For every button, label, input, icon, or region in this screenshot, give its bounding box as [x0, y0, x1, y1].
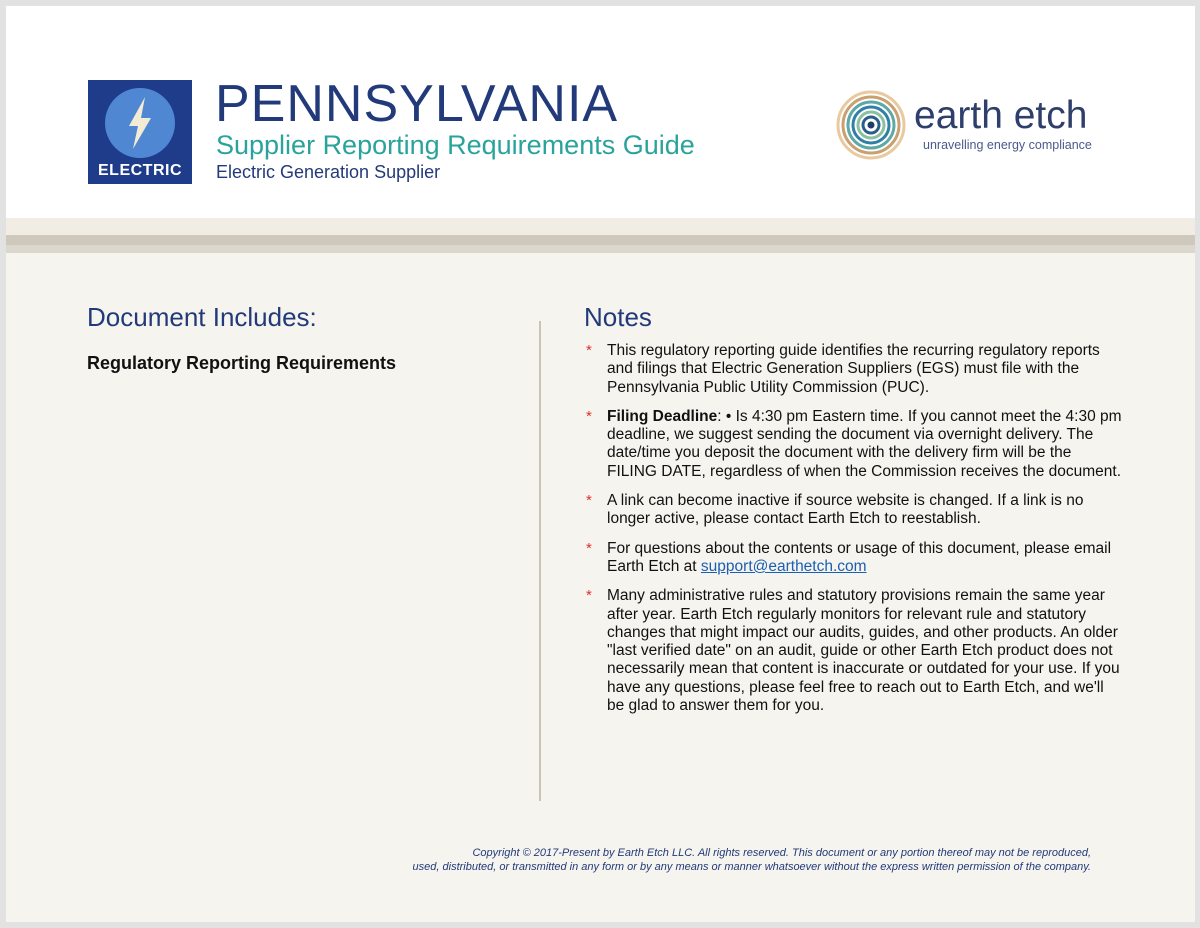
page-header [6, 6, 1195, 218]
badge-label: ELECTRIC [98, 162, 182, 179]
notes-list [584, 342, 1124, 726]
note-text: A link can become inactive if source website is changed. If a link is no longer active, please contact Earth Etch to reestablish. [607, 492, 1084, 528]
asterisk-bullet-icon: * [586, 492, 592, 510]
lightning-bolt-icon [105, 88, 175, 158]
header-divider-strip [6, 218, 1195, 235]
document-includes-item: Regulatory Reporting Requirements [87, 353, 397, 373]
document-includes-heading: Document Includes: [87, 302, 317, 332]
asterisk-bullet-icon: * [586, 539, 592, 557]
page-title: PENNSYLVANIA [215, 75, 619, 133]
note-item [584, 408, 1124, 481]
logo-wordmark: earth etch [914, 94, 1088, 137]
note-item [584, 342, 1124, 397]
logo-tagline: unravelling energy compliance [923, 138, 1092, 152]
badge-circle [105, 88, 175, 158]
copyright-line: Copyright © 2017-Present by Earth Etch LLC. All rights reserved. This document or any portion thereof may not be reproduced, [472, 847, 1091, 859]
asterisk-bullet-icon: * [586, 407, 592, 425]
asterisk-bullet-icon: * [586, 587, 592, 605]
note-text: : • Is 4:30 pm Eastern time. If you cannot meet the 4:30 pm deadline, we suggest sending the document via overnight delivery. The date/time you deposit the document with the delivery firm will be the FILING DATE, regardless of when the Commission receives the document. [607, 407, 1122, 480]
header-divider-band-lower [6, 245, 1195, 253]
note-item [584, 587, 1124, 715]
electric-badge [88, 80, 192, 184]
copyright-line: used, distributed, or transmitted in any form or by any means or manner whatsoever without the express written permission of the company. [412, 861, 1091, 873]
copyright-notice [306, 846, 1091, 874]
document-page [6, 6, 1195, 922]
spiral-swirl-icon [836, 90, 906, 160]
column-divider [539, 321, 541, 801]
page-subtitle: Supplier Reporting Requirements Guide [216, 130, 695, 160]
page-subtitle-secondary: Electric Generation Supplier [216, 162, 441, 182]
notes-heading: Notes [584, 302, 652, 332]
header-divider-band [6, 235, 1195, 245]
note-text: This regulatory reporting guide identifies the recurring regulatory reports and filings that Electric Generation Suppliers (EGS) must file with the Pennsylvania Public Utility Commission (PUC). [607, 342, 1100, 396]
note-bold-label: Filing Deadline [607, 407, 718, 425]
note-text: For questions about the contents or usage of this document, please email Earth Etch at [607, 539, 1112, 575]
note-text: Many administrative rules and statutory provisions remain the same year after year. Earth Etch regularly monitors for relevant rule and statutory changes that might impact our audits, guides, and other products. An older "last verified date" on an audit, guide or other Earth Etch product does not necessarily mean that content is inaccurate or outdated for your use. If you have any questions, please feel free to reach out to Earth Etch, and we'll be glad to answer them for you. [607, 587, 1120, 715]
asterisk-bullet-icon: * [586, 342, 592, 359]
support-email-link[interactable]: support@earthetch.com [700, 557, 867, 575]
note-item [584, 492, 1124, 529]
note-item [584, 540, 1124, 577]
